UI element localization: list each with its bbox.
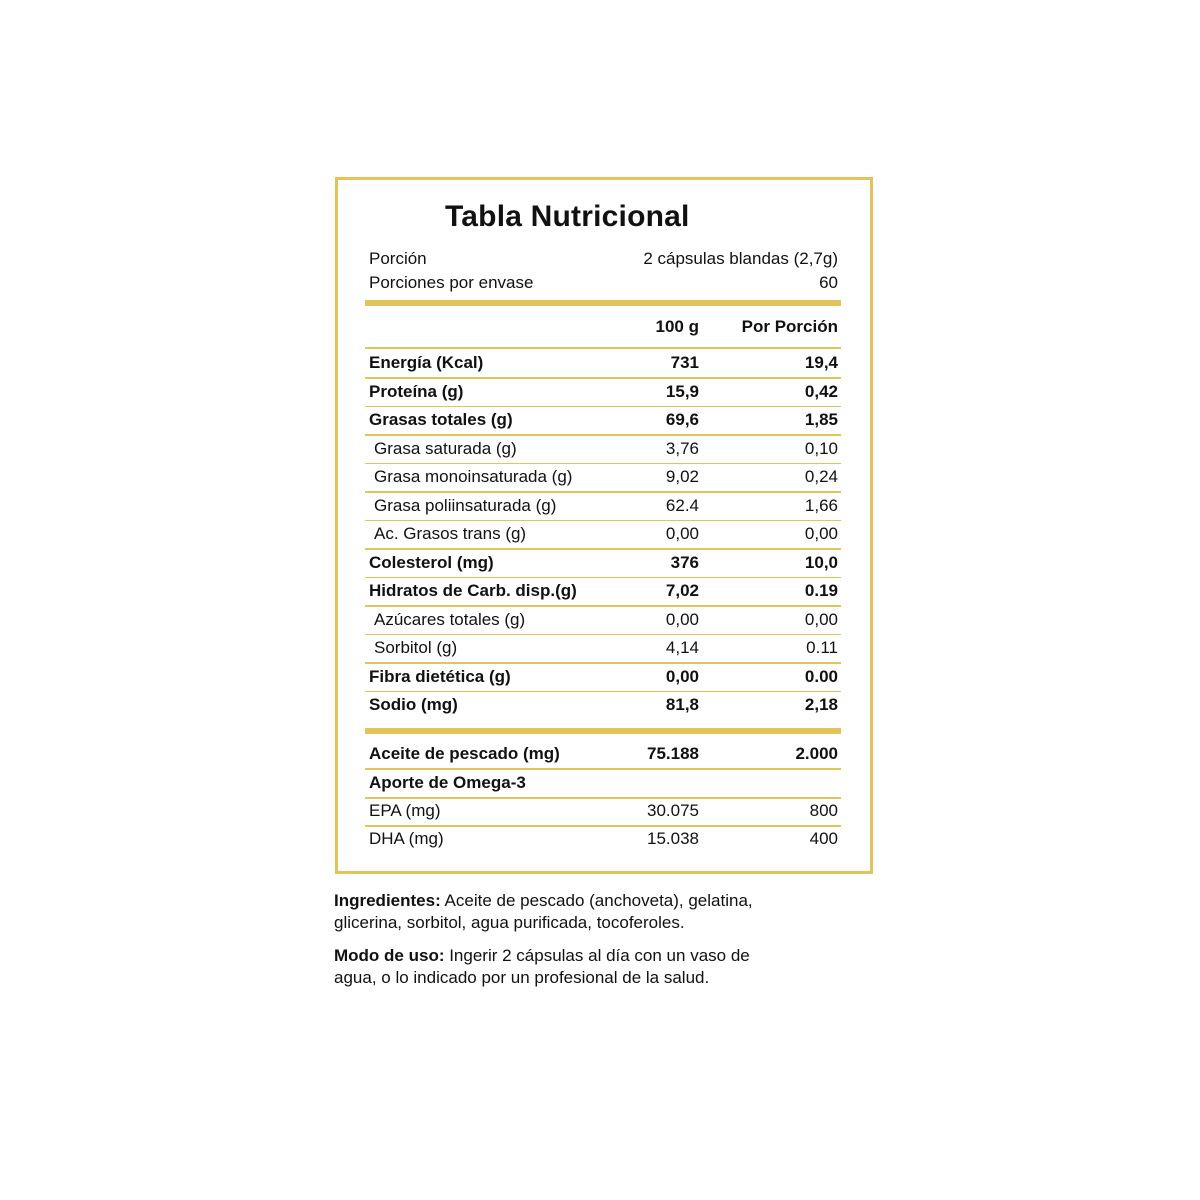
value-por-porcion: 0,10	[804, 438, 838, 458]
porcion-value: 2 cápsulas blandas (2,7g)	[643, 249, 838, 268]
row-divider	[365, 377, 841, 379]
value-100g: 62.4	[665, 495, 699, 515]
omega-value-por-porcion: 800	[809, 801, 838, 820]
porciones-envase-value: 60	[819, 273, 838, 292]
omega-value-por-porcion: 2.000	[795, 744, 838, 763]
omega-label: Aporte de Omega-3	[369, 773, 526, 792]
omega-label: DHA (mg)	[369, 829, 444, 848]
nutrient-label: Sorbitol (g)	[374, 638, 458, 657]
porcion-label: Porción	[369, 249, 427, 268]
row-divider	[365, 577, 841, 579]
nutrient-label: Grasa monoinsaturada (g)	[374, 467, 573, 486]
divider-thick	[365, 300, 841, 306]
row-divider	[365, 825, 841, 827]
value-por-porcion: 0,00	[804, 524, 838, 543]
row-divider	[365, 605, 841, 607]
value-100g: 81,8	[665, 695, 699, 714]
nutrient-label: Fibra dietética (g)	[369, 666, 511, 686]
header-por-porcion: Por Porción	[741, 317, 838, 336]
value-por-porcion: 0.19	[804, 581, 838, 600]
value-100g: 0,00	[665, 666, 699, 686]
nutrient-label: Proteína (g)	[369, 381, 464, 401]
usage-label: Modo de uso:	[334, 946, 445, 965]
row-divider	[365, 434, 841, 436]
value-por-porcion: 1,85	[804, 410, 838, 429]
value-por-porcion: 0.00	[804, 666, 838, 686]
table-title: Tabla Nutricional	[445, 200, 690, 233]
row-divider	[365, 634, 841, 636]
omega-value-100g: 75.188	[647, 744, 699, 763]
value-por-porcion: 2,18	[804, 695, 838, 714]
divider-thick	[365, 728, 841, 734]
row-divider	[365, 768, 841, 770]
value-por-porcion: 19,4	[804, 353, 838, 372]
nutrient-label: Grasa poliinsaturada (g)	[374, 495, 557, 515]
omega-label: Aceite de pescado (mg)	[369, 744, 560, 763]
row-divider	[365, 797, 841, 799]
value-100g: 376	[670, 552, 699, 572]
value-por-porcion: 1,66	[804, 495, 838, 515]
row-divider	[365, 406, 841, 408]
usage-text-2: agua, o lo indicado por un profesional de la salud.	[334, 968, 710, 987]
value-por-porcion: 10,0	[804, 552, 838, 572]
row-divider	[365, 548, 841, 550]
row-divider	[365, 463, 841, 465]
nutrient-label: Sodio (mg)	[369, 695, 458, 714]
row-divider	[365, 662, 841, 664]
omega-value-100g: 15.038	[647, 829, 699, 848]
row-divider	[365, 691, 841, 693]
divider-line	[365, 347, 841, 349]
value-100g: 3,76	[665, 438, 699, 458]
value-100g: 4,14	[665, 638, 699, 657]
nutrient-label: Colesterol (mg)	[369, 552, 494, 572]
value-por-porcion: 0.11	[806, 638, 838, 657]
nutrient-label: Grasas totales (g)	[369, 410, 513, 429]
ingredients-note	[334, 890, 854, 934]
row-divider	[365, 520, 841, 522]
porciones-envase-label: Porciones por envase	[369, 273, 534, 292]
omega-label: EPA (mg)	[369, 801, 441, 820]
ingredients-text-2: glicerina, sorbitol, agua purificada, tocoferoles.	[334, 913, 685, 932]
nutrient-label: Azúcares totales (g)	[374, 609, 526, 629]
ingredients-label: Ingredientes:	[334, 891, 441, 910]
header-100g: 100 g	[655, 317, 699, 336]
value-100g: 0,00	[665, 524, 699, 543]
omega-value-por-porcion: 400	[809, 829, 838, 848]
value-100g: 7,02	[665, 581, 699, 600]
value-100g: 15,9	[665, 381, 699, 401]
nutrient-label: Energía (Kcal)	[369, 353, 484, 372]
nutrient-label: Hidratos de Carb. disp.(g)	[369, 581, 577, 600]
value-100g: 9,02	[665, 467, 699, 486]
usage-note	[334, 945, 854, 989]
value-100g: 69,6	[665, 410, 699, 429]
value-100g: 0,00	[665, 609, 699, 629]
value-por-porcion: 0,42	[804, 381, 838, 401]
usage-text: Ingerir 2 cápsulas al día con un vaso de	[444, 946, 750, 965]
ingredients-text: Aceite de pescado (anchoveta), gelatina,	[440, 891, 753, 910]
value-por-porcion: 0,00	[804, 609, 838, 629]
value-100g: 731	[670, 353, 699, 372]
omega-value-100g: 30.075	[647, 801, 699, 820]
row-divider	[365, 491, 841, 493]
nutrient-label: Grasa saturada (g)	[374, 438, 517, 458]
nutrient-label: Ac. Grasos trans (g)	[374, 524, 527, 543]
value-por-porcion: 0,24	[804, 467, 838, 486]
